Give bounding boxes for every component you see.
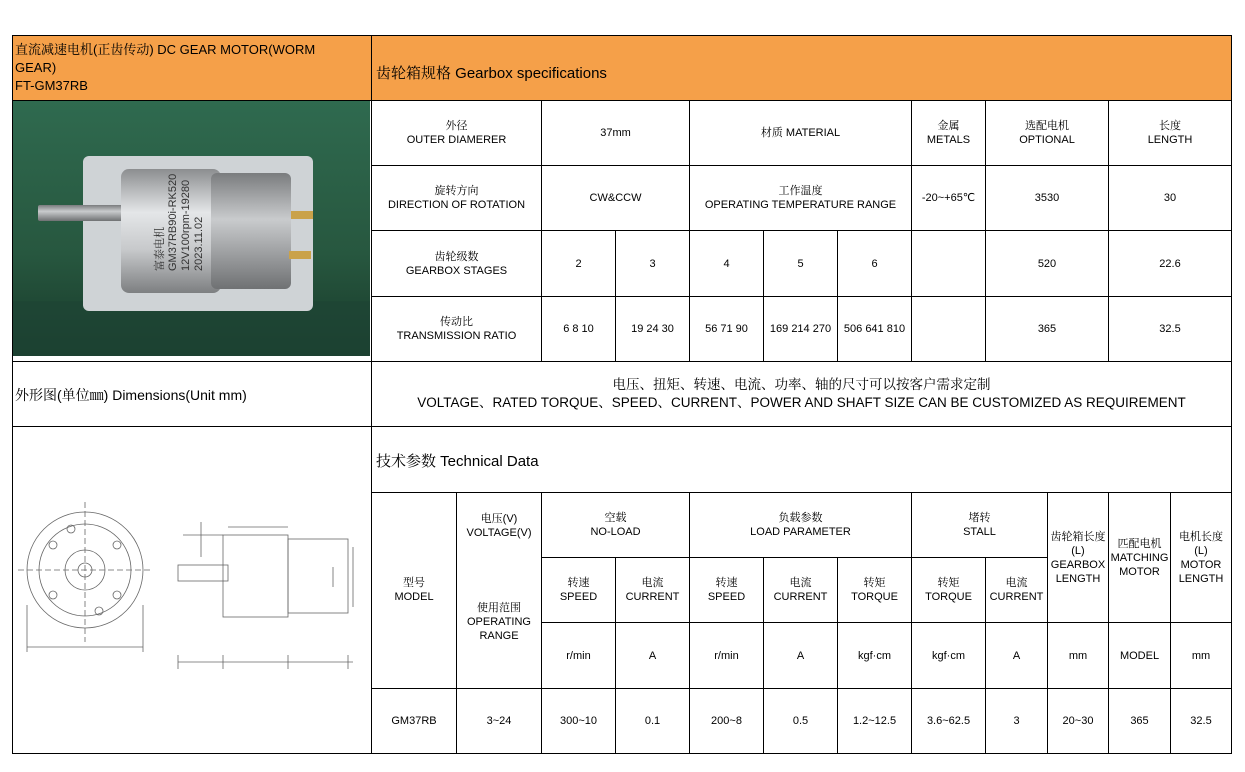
label-en: DIRECTION OF ROTATION (387, 199, 526, 211)
unit-cell: A (648, 649, 657, 662)
label-cn: 电机长度 (1179, 530, 1223, 543)
outer-diameter-value: 37mm (600, 127, 631, 139)
label-en: SPEED (559, 591, 598, 603)
load-current-header (764, 558, 837, 622)
label-cn: 外径 (445, 120, 468, 132)
label-en: TORQUE (925, 591, 972, 603)
unit-cell: A (796, 649, 805, 662)
ratio-value: 19 24 30 (631, 323, 674, 335)
motor-label-line4: 2023.11.02 (193, 216, 205, 271)
mount-hole (49, 591, 57, 599)
table-cell-noload-current: 0.1 (644, 715, 661, 727)
temperature-label (690, 166, 911, 230)
label-en: NO-LOAD (590, 526, 641, 538)
label-l: (L) (1071, 544, 1085, 557)
stage-value: 2 (575, 257, 582, 270)
custom-note-en: VOLTAGE、RATED TORQUE、SPEED、CURRENT、POWER AND SHAFT SIZE CAN BE CUSTOMIZED AS REQUIREMENT (417, 395, 1186, 410)
gearbox-length-header (1048, 493, 1108, 622)
rotation-value: CW&CCW (589, 192, 642, 204)
label-cn: 工作温度 (778, 185, 823, 197)
label-en1: OPERATING (467, 616, 531, 628)
label-en2: LENGTH (1178, 572, 1224, 585)
table-cell-stall-torque: 3.6~62.5 (926, 715, 971, 727)
label-en: TRANSMISSION RATIO (396, 330, 517, 342)
label-cn: 齿轮箱长度 (1050, 530, 1106, 543)
table-cell-voltage: 3~24 (486, 715, 512, 727)
optional-length-3: 32.5 (1159, 323, 1181, 335)
label-en: CURRENT (773, 591, 828, 603)
gearbox-side (223, 535, 288, 617)
unit-cell: mm (1068, 649, 1088, 662)
label-en: MODEL (394, 591, 434, 603)
mount-hole (49, 541, 57, 549)
product-title-line1: 直流减速电机(正齿传动) DC GEAR MOTOR(WORM (15, 42, 316, 57)
unit-cell: kgf·cm (932, 649, 965, 662)
label-en: MATERIAL (785, 127, 841, 139)
table-cell-matching-motor: 365 (1130, 715, 1149, 727)
mount-hole (113, 541, 121, 549)
label-en: CURRENT (989, 591, 1044, 603)
label-l: (L) (1194, 544, 1208, 557)
metals-label (912, 101, 985, 165)
rule (1231, 35, 1232, 753)
no-load-speed-header (542, 558, 615, 622)
stage-value: 5 (797, 257, 804, 270)
unit-cell: MODEL (1119, 649, 1160, 662)
no-load-current-header (616, 558, 689, 622)
label-cn: 转矩 (937, 577, 960, 589)
ratio-value: 6 8 10 (563, 323, 594, 335)
rotation-label (372, 166, 541, 230)
motor-label-line3: 12V100rpm-19280 (180, 179, 192, 271)
label-en2: RANGE (479, 630, 519, 642)
unit-cell: mm (1191, 649, 1211, 662)
label-cn: 堵转 (968, 512, 991, 524)
ratio-label (372, 297, 541, 361)
model-header (372, 558, 456, 622)
optional-label (986, 101, 1108, 165)
label-en2: LENGTH (1055, 572, 1101, 585)
mount-hole (113, 591, 121, 599)
customization-note (372, 362, 1231, 426)
stage-value: 4 (723, 257, 730, 270)
stall-torque-header (912, 558, 985, 622)
motor-label-line1: 富泰电机 (154, 227, 166, 271)
label-cn: 转速 (567, 577, 590, 589)
label-en: CURRENT (625, 591, 680, 603)
label-cn: 传动比 (440, 316, 473, 328)
length-label (1109, 101, 1231, 165)
label-cn: 空载 (604, 512, 627, 524)
optional-length-1: 30 (1163, 192, 1177, 204)
unit-cell: A (1012, 649, 1021, 662)
label-cn: 型号 (403, 577, 425, 589)
label-en1: MATCHING (1110, 551, 1169, 564)
motor-length-header (1171, 493, 1231, 622)
motor-photo (13, 101, 370, 356)
motor-side (288, 539, 348, 613)
stages-label (372, 231, 541, 296)
label-en: OPTIONAL (1019, 134, 1075, 146)
table-cell-stall-current: 3 (1013, 715, 1020, 727)
stall-current-header (986, 558, 1047, 622)
stall-header (912, 493, 1047, 557)
label-cn: 电流 (641, 577, 664, 589)
unit-cell: r/min (714, 649, 739, 662)
label-en: GEARBOX STAGES (405, 264, 508, 277)
optional-motor-1: 3530 (1034, 192, 1060, 204)
custom-note-cn: 电压、扭矩、转速、电流、功率、轴的尺寸可以按客户需求定制 (612, 377, 991, 392)
outer-diameter-label (372, 101, 541, 165)
label-cn: 转速 (715, 577, 738, 589)
table-cell-motor-length: 32.5 (1190, 715, 1212, 727)
product-model: FT-GM37RB (15, 78, 88, 93)
label-en2: MOTOR (1119, 565, 1160, 578)
stage-value: 3 (649, 257, 656, 270)
table-cell-noload-speed: 300~10 (559, 715, 597, 727)
optional-motor-3: 365 (1037, 323, 1057, 335)
stage-value: 6 (871, 257, 878, 270)
label-en: LOAD PARAMETER (750, 526, 851, 538)
label-cn: 长度 (1159, 120, 1181, 132)
table-cell-gearbox-length: 20~30 (1062, 715, 1094, 727)
table-cell-model: GM37RB (391, 715, 437, 727)
table-cell-load-torque: 1.2~12.5 (852, 715, 897, 727)
gearbox-heading: 齿轮箱规格 Gearbox specifications (376, 65, 607, 82)
label-cn: 匹配电机 (1117, 537, 1162, 550)
ratio-value: 169 214 270 (769, 323, 832, 335)
label-cn: 金属 (937, 120, 960, 132)
label-cn: 电流 (789, 577, 812, 589)
label-cn: 材质 (760, 127, 783, 139)
technical-heading: 技术参数 Technical Data (376, 453, 539, 470)
matching-motor-header (1109, 493, 1170, 622)
dimensions-label: 外形图(单位㎜) Dimensions(Unit mm) (15, 387, 247, 403)
label-en: STALL (963, 526, 996, 538)
label-cn: 转矩 (863, 577, 886, 589)
load-speed-header (690, 558, 763, 622)
label-en1: MOTOR (1180, 558, 1222, 571)
label-en: OPERATING TEMPERATURE RANGE (704, 199, 897, 211)
table-cell-load-speed: 200~8 (711, 715, 742, 727)
motor-label-line2: GM37RB90i-RK520 (167, 173, 179, 271)
material-label (690, 101, 911, 165)
shaft-side (178, 565, 228, 581)
label-en: SPEED (707, 591, 746, 603)
label-cn: 选配电机 (1025, 120, 1069, 132)
label-cn: 使用范围 (477, 602, 521, 614)
temperature-value: -20~+65℃ (921, 192, 976, 204)
product-title (15, 41, 365, 95)
unit-cell: r/min (566, 649, 591, 662)
label-en: LENGTH (1147, 134, 1193, 146)
ratio-value: 506 641 810 (843, 323, 906, 335)
unit-cell: kgf·cm (858, 649, 891, 662)
label-en: OUTER DIAMERER (406, 134, 507, 146)
label-cn: 电流 (1005, 577, 1028, 589)
label-en: METALS (926, 134, 971, 146)
label-en: TORQUE (851, 591, 898, 603)
label-en1: GEARBOX (1050, 558, 1106, 571)
label-cn: 旋转方向 (434, 185, 479, 197)
voltage-header (457, 493, 541, 557)
load-torque-header (838, 558, 911, 622)
dimension-drawing (13, 427, 370, 752)
operating-range-header (457, 590, 541, 654)
rule (12, 753, 1232, 754)
label-cn: 负载参数 (778, 512, 823, 524)
no-load-header (542, 493, 689, 557)
load-header (690, 493, 911, 557)
optional-motor-2: 520 (1037, 257, 1057, 270)
rule (12, 35, 1232, 36)
label-cn: 齿轮级数 (434, 250, 479, 263)
table-cell-load-current: 0.5 (792, 715, 809, 727)
ratio-value: 56 71 90 (705, 323, 748, 335)
label-cn: 电压(V) (480, 513, 518, 525)
optional-length-2: 22.6 (1159, 257, 1181, 270)
label-en: VOLTAGE(V) (466, 527, 532, 539)
product-title-line2: GEAR) (15, 60, 57, 75)
